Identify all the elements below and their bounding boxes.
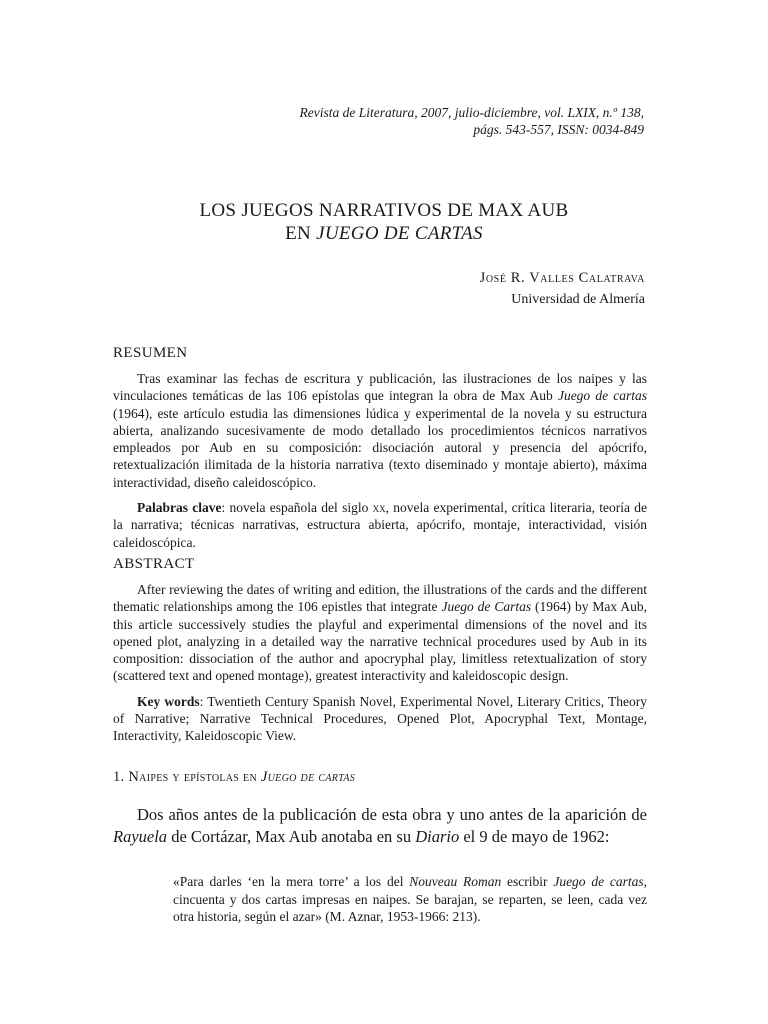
body-paragraph-text	[113, 804, 647, 848]
resumen-text-a: Tras examinar las fechas de escritura y publicación, las ilustraciones de los naipes y las vinculaciones temáticas de las 106 epístolas que integran la obra de Max Aub	[113, 371, 647, 404]
section-1-number: 1.	[113, 769, 129, 785]
palabras-clave-century: xx	[372, 500, 386, 516]
resumen-text-italic: Juego de cartas	[557, 388, 647, 404]
author-affiliation: Universidad de Almería	[511, 292, 645, 307]
resumen-paragraph	[113, 370, 647, 491]
journal-citation-line1: Revista de Literatura, 2007, julio-diciembre, vol. LXIX, n.º 138,	[299, 105, 644, 120]
author-block	[480, 268, 645, 310]
resumen-text-b: (1964), este artículo estudia las dimensiones lúdica y experimental de la novela y su estructura abierta, analizando sucesivamente de modo detallado los procedimientos técnicos narrativos empleados por Aub en su composición: disociación autoral y presencia del apócrifo, retextualización ilimitada de la historia narrativa (texto diseminado y montaje abierto), máxima interactividad, diseño caleidoscópico.	[113, 405, 647, 490]
article-title-line2	[0, 222, 768, 245]
journal-citation-line2: págs. 543-557, ISSN: 0034-849	[473, 122, 644, 137]
article-title-line1: LOS JUEGOS NARRATIVOS DE MAX AUB	[199, 200, 569, 221]
quote-italic-1: Nouveau Roman	[409, 874, 502, 889]
palabras-clave-text-b: , novela experimental, crítica literaria, teoría de la narrativa; técnicas narrativas, estructura abierta, apócrifo, montaje, interactividad, visión caleidoscópica.	[113, 500, 647, 550]
quote-italic-2: Juego de cartas	[553, 874, 644, 889]
resumen-body	[113, 370, 647, 551]
body-italic-2: Diario	[415, 827, 460, 846]
block-quote-text	[173, 873, 647, 926]
abstract-body	[113, 581, 647, 745]
article-title-prefix: EN	[285, 223, 317, 244]
journal-citation	[299, 104, 644, 138]
body-text-2: de Cortázar, Max Aub anotaba en su	[167, 827, 416, 846]
palabras-clave-text-a: : novela española del siglo	[221, 500, 373, 516]
section-1-heading	[113, 769, 355, 786]
quote-text-2: escribir	[501, 874, 554, 889]
palabras-clave	[113, 499, 647, 551]
section-1-title-italic: Juego de cartas	[260, 769, 356, 785]
section-1-title: Naipes y epístolas en	[128, 769, 261, 785]
body-italic-1: Rayuela	[113, 827, 168, 846]
key-words-text: : Twentieth Century Spanish Novel, Experimental Novel, Literary Critics, Theory of Narrative; Narrative Technical Procedures, Opened Plot, Apocryphal Text, Montage, Interactivity, Kaleidoscopic View.	[113, 693, 647, 744]
abstract-text-b: (1964) by Max Aub, this article successively studies the playful and experimental dimensions of the novel and its opened plot, analyzing in a detailed way the narrative technical procedures used by Aub in its composition: dissociation of the author and apocryphal play, limitless retextualization of story (scattered text and opened montage), greatest interactivity and kaleidoscopic design.	[113, 599, 647, 684]
key-words	[113, 693, 647, 745]
abstract-text-a: After reviewing the dates of writing and edition, the illustrations of the cards and the different thematic relationships among the 106 epistles that integrate	[113, 582, 647, 615]
block-quote	[173, 873, 647, 926]
palabras-clave-label: Palabras clave	[137, 500, 222, 516]
body-text-3: el 9 de mayo de 1962:	[459, 827, 610, 846]
abstract-text-italic: Juego de Cartas	[441, 599, 532, 615]
resumen-heading: RESUMEN	[113, 345, 188, 361]
key-words-label: Key words	[137, 693, 200, 709]
article-title	[0, 199, 768, 245]
abstract-heading: ABSTRACT	[113, 556, 195, 572]
quote-text-3: , cincuenta y dos cartas impresas en naipes. Se barajan, se reparten, se leen, cada vez otra historia, según el azar» (M. Aznar, 1953-1966: 213).	[173, 874, 648, 924]
body-text-1: Dos años antes de la publicación de esta obra y uno antes de la aparición de	[137, 805, 647, 824]
quote-text-1: «Para darles ‘en la mera torre’ a los del	[173, 874, 410, 889]
body-paragraph	[113, 804, 647, 848]
author-name: José R. Valles Calatrava	[479, 270, 645, 286]
abstract-paragraph	[113, 581, 647, 685]
article-title-italic: JUEGO DE CARTAS	[316, 223, 483, 244]
